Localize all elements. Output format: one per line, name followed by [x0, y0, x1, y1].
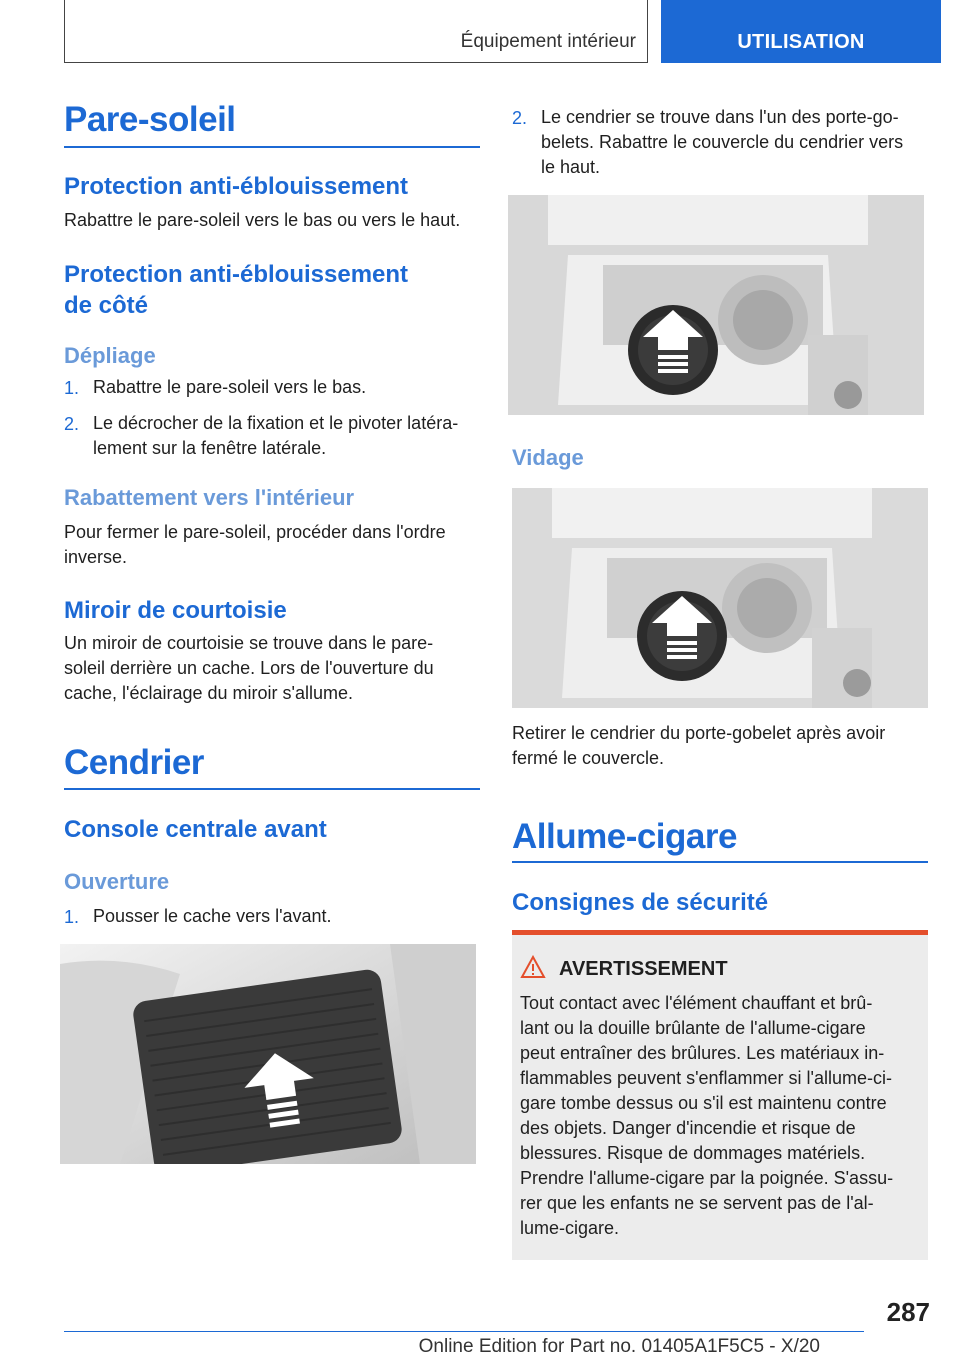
step-text: Le cendrier se trouve dans l'un des porte-go‐ [541, 107, 899, 127]
step-text: le haut. [541, 157, 601, 177]
heading-fold-in: Rabattement vers l'intérieur [64, 485, 355, 510]
warning-title: AVERTISSEMENT [559, 958, 728, 980]
step-number: 2. [64, 414, 80, 434]
warning-line: gare tombe dessus ou s'il est maintenu contre [520, 1093, 887, 1113]
step-number: 1. [64, 378, 80, 398]
text-mirror: cache, l'éclairage du miroir s'allume. [64, 683, 353, 703]
heading-glare-side-line1: Protection anti-éblouissement [64, 261, 409, 288]
warning-line: blessures. Risque de dommages matériels. [520, 1143, 866, 1163]
step-text: Pousser le cache vers l'avant. [93, 906, 332, 926]
page-number: 287 [886, 1297, 930, 1327]
text-glare: Rabattre le pare-soleil vers le bas ou vers le haut. [64, 210, 461, 230]
heading-ashtray: Cendrier [64, 743, 204, 782]
heading-rule [512, 861, 928, 863]
warning-line: flammables peuvent s'enflammer si l'allume-ci‐ [520, 1068, 892, 1088]
warning-line: peut entraîner des brûlures. Les matériaux in‐ [520, 1043, 885, 1063]
warning-line: Prendre l'allume-cigare par la poignée. S'assu‐ [520, 1168, 894, 1188]
step-number: 2. [512, 108, 528, 128]
text-fold-in: inverse. [64, 547, 128, 567]
warning-line: lant ou la douille brûlante de l'allume-cigare [520, 1018, 866, 1038]
footer-rule [64, 1331, 864, 1332]
heading-console: Console centrale avant [64, 816, 327, 843]
heading-mirror: Miroir de courtoisie [64, 597, 287, 624]
heading-safety: Consignes de sécurité [512, 889, 769, 916]
heading-glare-side-line2: de côté [64, 292, 149, 319]
text-empty: Retirer le cendrier du porte-gobelet après avoir [512, 723, 886, 743]
warning-triangle-icon [520, 955, 546, 979]
step-text: Le décrocher de la fixation et le pivoter latéra‐ [93, 413, 459, 433]
step-text: Rabattre le pare-soleil vers le bas. [93, 377, 367, 397]
ashtray-open-photo [508, 195, 924, 415]
text-empty: fermé le couvercle. [512, 748, 665, 768]
text-fold-in: Pour fermer le pare-soleil, procéder dans l'ordre [64, 522, 446, 542]
heading-empty: Vidage [512, 445, 584, 470]
warning-line: rer que les enfants ne se servent pas de l'al‐ [520, 1193, 874, 1213]
heading-opening: Ouverture [64, 869, 170, 894]
footer-edition: Online Edition for Part no. 01405A1F5C5 - X/20 [418, 1336, 820, 1357]
step-text: belets. Rabattre le couvercle du cendrier vers [541, 132, 904, 152]
heading-rule [64, 146, 480, 148]
warning-line: des objets. Danger d'incendie et risque de [520, 1118, 856, 1138]
header-section-title: Équipement intérieur [460, 31, 636, 52]
console-cover-photo [60, 944, 476, 1164]
step-number: 1. [64, 907, 80, 927]
heading-lighter: Allume-cigare [512, 817, 737, 856]
text-mirror: soleil derrière un cache. Lors de l'ouverture du [64, 658, 434, 678]
text-mirror: Un miroir de courtoisie se trouve dans le pare- [64, 633, 434, 653]
warning-line: lume-cigare. [520, 1218, 620, 1238]
ashtray-empty-photo [512, 488, 928, 708]
heading-sunvisor: Pare-soleil [64, 100, 236, 139]
step-text: lement sur la fenêtre latérale. [93, 438, 327, 458]
header-chapter-tab[interactable]: UTILISATION [661, 0, 941, 63]
heading-rule [64, 788, 480, 790]
heading-glare: Protection anti-éblouissement [64, 173, 409, 200]
warning-line: Tout contact avec l'élément chauffant et brû‐ [520, 993, 873, 1013]
heading-unfold: Dépliage [64, 343, 156, 368]
